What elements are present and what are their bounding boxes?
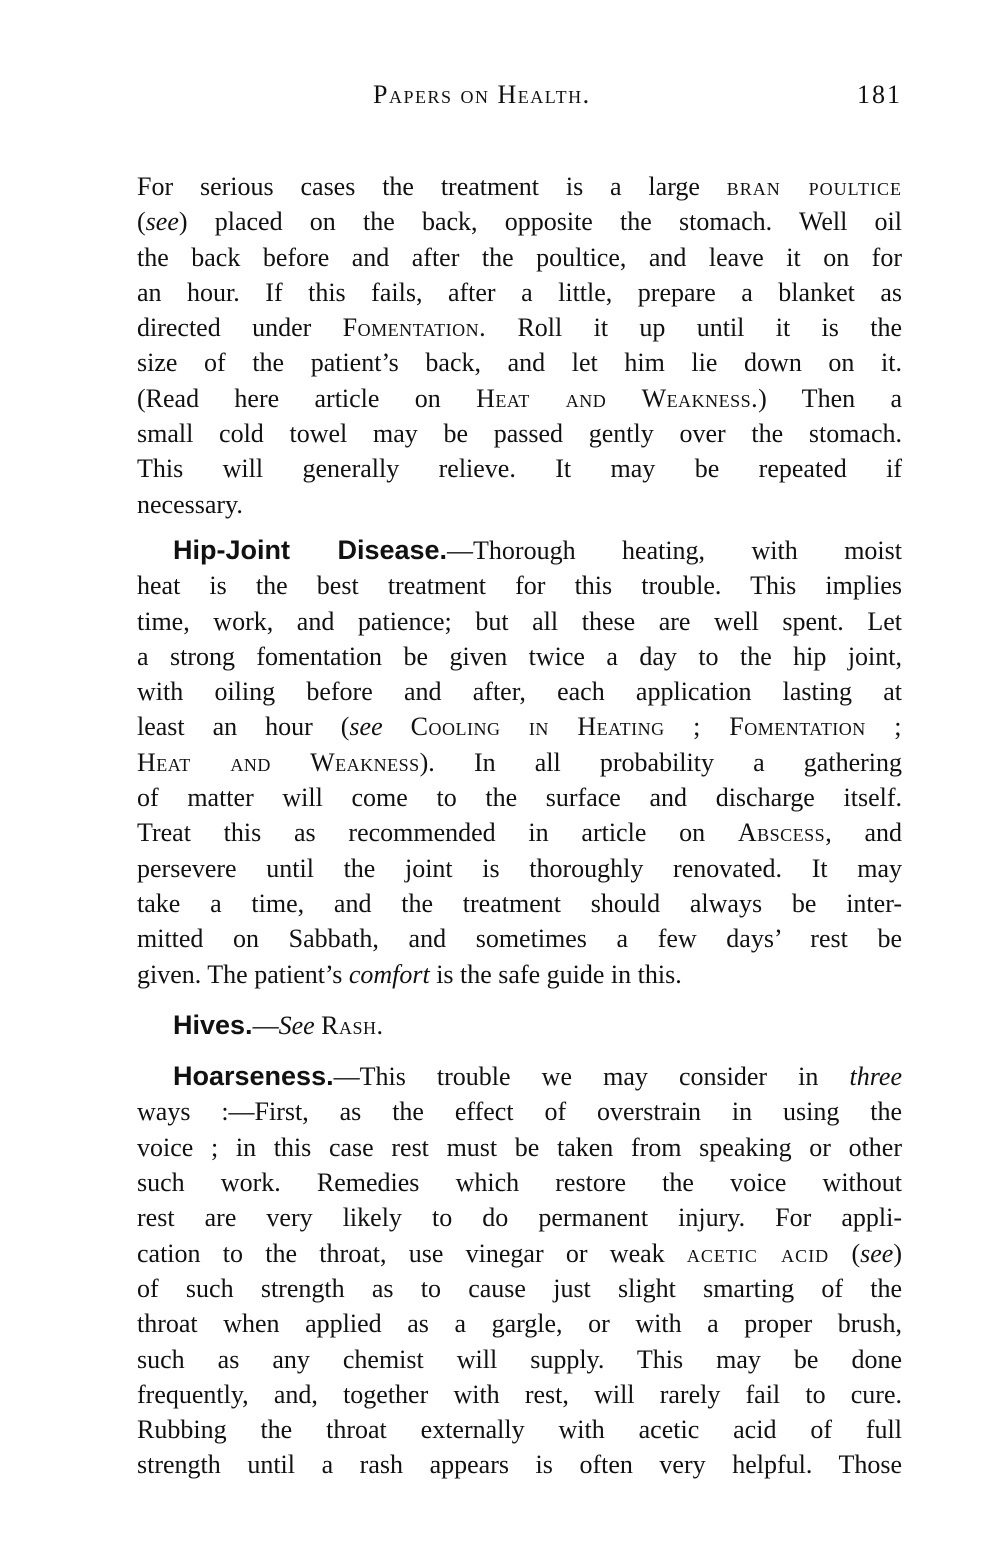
text-run: voice ; in this case rest must be taken from speaking or other <box>137 1132 902 1162</box>
text-line <box>137 169 902 204</box>
text-line <box>137 1130 902 1165</box>
text-run: ( <box>829 1238 861 1268</box>
text-run: least an hour ( <box>137 712 350 742</box>
text-line <box>137 204 902 239</box>
text-line <box>137 1165 902 1200</box>
text-run: Treat this as recommended in article on <box>137 818 738 848</box>
text-run: time, work, and patience; but all these are well spent. Let <box>137 606 902 636</box>
text-run: —This trouble we may consider in <box>333 1062 850 1092</box>
text-line <box>137 1094 902 1129</box>
text-run: is the safe guide in this. <box>429 959 682 989</box>
text-run: , and <box>825 818 902 848</box>
paragraph <box>137 533 902 992</box>
cross-reference: bran poultice <box>726 172 902 201</box>
cross-reference: Abscess <box>737 818 826 848</box>
text-line <box>137 1412 902 1447</box>
entry-headword: Hives. <box>173 1009 253 1040</box>
text-line <box>137 1306 902 1341</box>
text-run: rest are very likely to do permanent injury. For appli- <box>137 1203 902 1233</box>
text-line <box>137 533 902 568</box>
text-run: ways :—First, as the effect of overstrain in using the <box>137 1097 902 1127</box>
entry-headword: Hoarseness. <box>173 1061 334 1092</box>
page-number: 181 <box>857 80 902 109</box>
text-run: —Thorough heating, with moist <box>447 535 902 565</box>
text-run: with oiling before and after, each application lasting at <box>137 677 902 707</box>
text-line <box>137 1200 902 1235</box>
page-body <box>137 169 902 1483</box>
cross-reference: Cooling in Heating ; Fomentation ; <box>410 712 902 742</box>
text-line <box>137 310 902 345</box>
paragraph <box>137 169 902 522</box>
text-line <box>137 1377 902 1412</box>
entry-headword: Hip-Joint Disease. <box>173 534 448 565</box>
text-run: directed under <box>137 313 343 343</box>
text-line <box>137 639 902 674</box>
text-run: see <box>145 207 179 237</box>
text-run: ) Then a <box>758 383 902 413</box>
text-line <box>137 921 902 956</box>
text-run: ( <box>137 207 146 237</box>
text-run: see <box>349 712 383 742</box>
page-header <box>137 80 902 120</box>
text-line <box>137 886 902 921</box>
text-run: necessary. <box>137 489 243 519</box>
text-run: ) placed on the back, opposite the stomach. Well oil <box>178 207 902 237</box>
cross-reference: acetic acid <box>686 1238 830 1268</box>
text-run: — <box>252 1010 279 1040</box>
text-line <box>137 451 902 486</box>
text-run: small cold towel may be passed gently over the stomach. <box>137 419 902 449</box>
text-run: ). In all probability a gathering <box>419 747 902 777</box>
text-run: mitted on Sabbath, and sometimes a few days’ rest be <box>137 924 902 954</box>
text-line <box>137 381 902 416</box>
text-line <box>137 709 902 744</box>
text-run: size of the patient’s back, and let him lie down on it. <box>137 348 902 378</box>
text-run: Roll it up until it is the <box>486 313 902 343</box>
text-run: strength until a rash appears is often very helpful. Those <box>137 1450 902 1480</box>
text-run: the back before and after the poultice, and leave it on for <box>137 242 902 272</box>
text-run: frequently, and, together with rest, will rarely fail to cure. <box>137 1379 902 1409</box>
text-line <box>137 240 902 275</box>
text-line <box>137 275 902 310</box>
text-run: such as any chemist will supply. This may be done <box>137 1344 902 1374</box>
text-run: See <box>278 1010 315 1040</box>
text-run: given. The patient’s <box>137 959 349 989</box>
text-line <box>137 1271 902 1306</box>
paragraph <box>137 1008 902 1043</box>
text-run: comfort <box>348 959 430 989</box>
text-line <box>137 674 902 709</box>
text-line <box>137 1236 902 1271</box>
text-line <box>137 487 902 522</box>
text-run: of matter will come to the surface and discharge itself. <box>137 783 902 813</box>
text-run: cation to the throat, use vinegar or weak <box>137 1238 687 1268</box>
cross-reference: Fomentation. <box>342 313 487 343</box>
text-run <box>383 712 411 741</box>
text-line <box>137 745 902 780</box>
text-line <box>137 1008 902 1043</box>
cross-reference: Heat and Weakness <box>137 747 420 777</box>
text-line <box>137 1447 902 1482</box>
text-run: of such strength as to cause just slight smarting of the <box>137 1273 902 1303</box>
text-line <box>137 1342 902 1377</box>
text-line <box>137 957 902 992</box>
text-line <box>137 568 902 603</box>
text-run: three <box>849 1062 902 1092</box>
text-line <box>137 604 902 639</box>
text-run: For serious cases the treatment is a large <box>137 172 727 201</box>
text-run: an hour. If this fails, after a little, prepare a blanket as <box>137 277 902 307</box>
text-line <box>137 345 902 380</box>
text-run: This will generally relieve. It may be repeated if <box>137 454 902 484</box>
text-run: heat is the best treatment for this trouble. This implies <box>137 571 902 601</box>
text-line <box>137 851 902 886</box>
text-run: see <box>860 1238 894 1268</box>
text-run: (Read here article on <box>137 383 477 413</box>
text-line <box>137 780 902 815</box>
cross-reference: Heat and Weakness. <box>476 383 759 413</box>
cross-reference: Rash. <box>321 1010 384 1040</box>
paragraph <box>137 1059 902 1483</box>
text-run: persevere until the joint is thoroughly renovated. It may <box>137 853 902 883</box>
text-run: take a time, and the treatment should always be inter- <box>137 888 902 918</box>
text-line <box>137 815 902 850</box>
text-run: throat when applied as a gargle, or with a proper brush, <box>137 1309 902 1339</box>
text-run: Rubbing the throat externally with acetic acid of full <box>137 1415 902 1445</box>
text-run: ) <box>893 1238 902 1268</box>
running-title: Papers on Health. <box>373 80 591 109</box>
text-run: such work. Remedies which restore the voice without <box>137 1168 902 1198</box>
text-line <box>137 1059 902 1094</box>
text-line <box>137 416 902 451</box>
text-run: a strong fomentation be given twice a day to the hip joint, <box>137 641 902 671</box>
